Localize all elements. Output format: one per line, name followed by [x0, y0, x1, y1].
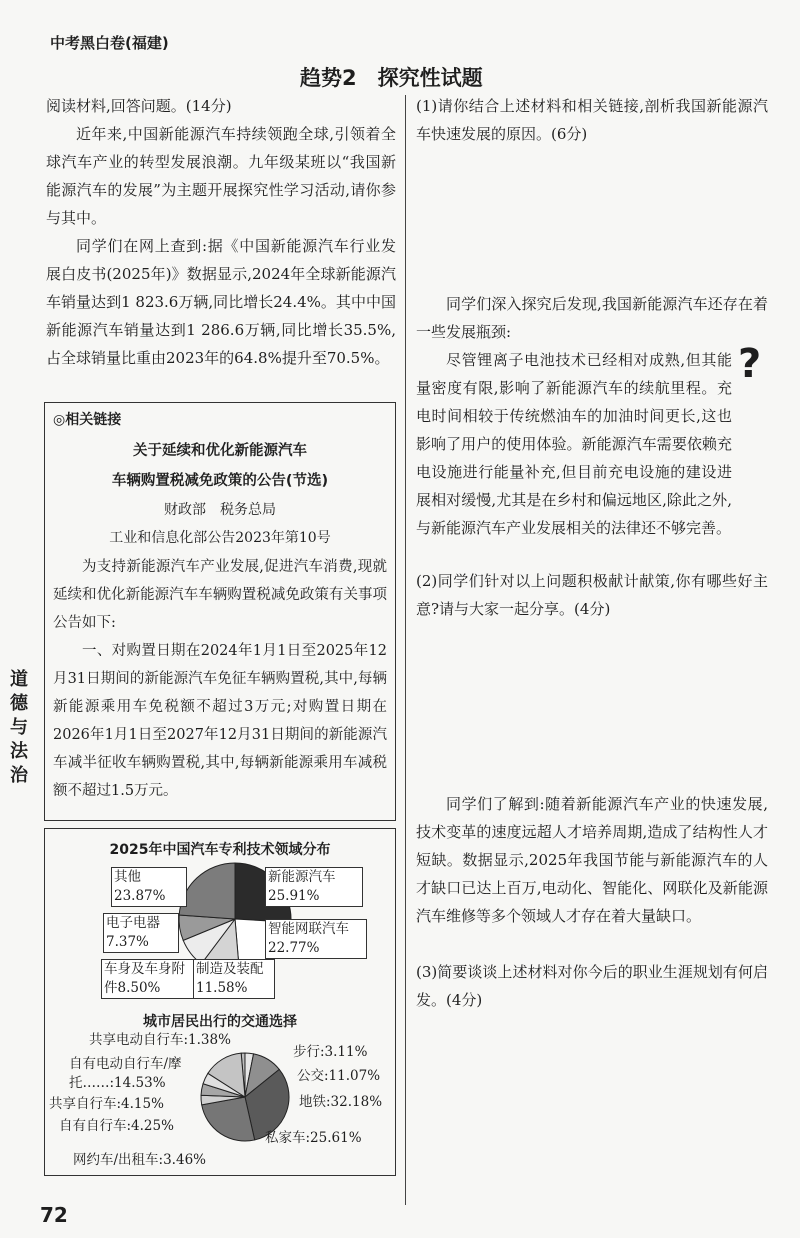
chart-1-label-body: 车身及车身附件8.50%	[101, 959, 195, 999]
question-3: (3)简要谈谈上述材料对你今后的职业生涯规划有何启发。(4分)	[416, 963, 768, 1009]
question-2: (2)同学们针对以上问题积极献计献策,你有哪些好主意?请与大家一起分享。(4分)	[416, 572, 768, 618]
chart-1-label-other: 其他23.87%	[111, 867, 187, 907]
chart-box	[44, 828, 396, 1176]
related-link-label: ◎相关链接	[53, 412, 122, 428]
chart-1-title: 2025年中国汽车专利技术领域分布	[109, 842, 331, 858]
notice-title-line-1: 关于延续和优化新能源汽车	[133, 443, 307, 459]
related-link-box	[44, 402, 396, 821]
notice-title-line-2: 车辆购置税减免政策的公告(节选)	[111, 473, 329, 489]
question-mark-icon: ?	[738, 341, 762, 387]
chart-2-label-own-bike: 自有自行车:4.25%	[59, 1118, 174, 1134]
notice-paragraph-2: 一、对购置日期在2024年1月1日至2025年12月31日期间的新能源汽车免征车辆购置税,其中,每辆新能源乘用车免税额不超过3万元;对购置日期在2026年1月1日至2027年12月31日期间的新能源汽车减半征收车辆购置税,其中,每辆新能源乘用车减税额不超过1.5万元。	[53, 643, 387, 799]
question-1: (1)请你结合上述材料和相关链接,剖析我国新能源汽车快速发展的原因。(6分)	[416, 97, 768, 143]
chart-2-title: 城市居民出行的交通选择	[143, 1014, 297, 1030]
material-paragraph-1: 近年来,中国新能源汽车持续领跑全球,引领着全球汽车产业的转型发展浪潮。九年级某班以“我国新能源汽车的发展”为主题开展探究性学习活动,请你参与其中。	[46, 125, 396, 227]
pie-slice-6	[179, 863, 235, 919]
notice-document-number: 工业和信息化部公告2023年第10号	[109, 530, 331, 546]
chart-1-label-manufacturing: 制造及装配11.58%	[193, 959, 275, 999]
intro-instruction: 阅读材料,回答问题。(14分)	[46, 97, 232, 115]
chart-2-label-shared-bike: 共享自行车:4.15%	[49, 1096, 164, 1112]
page-title: 趋势2 探究性试题	[300, 66, 483, 90]
notice-issuer: 财政部 税务总局	[164, 502, 276, 518]
page-number: 72	[40, 1203, 68, 1227]
header-series: 中考黑白卷(福建)	[50, 34, 169, 52]
material-paragraph-2: 同学们在网上查到:据《中国新能源汽车行业发展白皮书(2025年)》数据显示,2024年全球新能源汽车销量达到1 823.6万辆,同比增长24.4%。其中中国新能源汽车销量达到1 286.6万辆,同比增长35.5%,占全球销量比重由2023年的64.8%提升至70.5%。	[46, 237, 396, 367]
chart-2-label-car: 私家车:25.61%	[265, 1130, 362, 1146]
chart-1-label-nev: 新能源汽车25.91%	[265, 867, 363, 907]
chart-1-label-electronics: 电子电器7.37%	[103, 913, 179, 953]
chart-1-label-connected: 智能网联汽车22.77%	[265, 919, 367, 959]
chart-2-label-own-ebike: 自有电动自行车/摩托……:14.53%	[69, 1056, 182, 1091]
talent-gap-paragraph: 同学们了解到:随着新能源汽车产业的快速发展,技术变革的速度远超人才培养周期,造成了结构性人才短缺。数据显示,2025年我国节能与新能源汽车的人才缺口已达上百万,电动化、智能化、网联化及新能源汽车维修等多个领域人才存在着大量缺口。	[416, 795, 768, 925]
bottleneck-intro: 同学们深入探究后发现,我国新能源汽车还存在着一些发展瓶颈:	[416, 295, 768, 341]
chart-2-label-taxi: 网约车/出租车:3.46%	[73, 1152, 206, 1168]
chart-2-label-walk: 步行:3.11%	[293, 1044, 368, 1060]
bottleneck-detail: 尽管锂离子电池技术已经相对成熟,但其能量密度有限,影响了新能源汽车的续航里程。充电时间相较于传统燃油车的加油时间更长,这也影响了用户的使用体验。新能源汽车需要依赖充电设施进行能量补充,但目前充电设施的建设进展相对缓慢,尤其是在乡村和偏远地区,除此之外,与新能源汽车产业发展相关的法律还不够完善。	[416, 351, 732, 537]
chart-2-label-subway: 地铁:32.18%	[299, 1094, 383, 1110]
chart-2-label-bus: 公交:11.07%	[297, 1068, 381, 1084]
subject-side-tab: 道德与法治	[10, 669, 28, 786]
column-divider	[405, 95, 406, 1205]
notice-paragraph-1: 为支持新能源汽车产业发展,促进汽车消费,现就延续和优化新能源汽车车辆购置税减免政策有关事项公告如下:	[53, 559, 387, 631]
chart-2-label-shared-ebike: 共享电动自行车:1.38%	[89, 1032, 231, 1048]
